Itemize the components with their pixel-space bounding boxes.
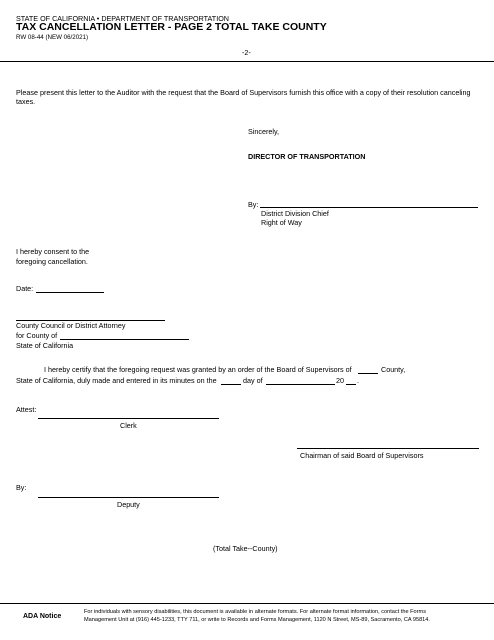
minutes-day-line[interactable] [221, 384, 241, 385]
intro-text-line1: Please present this letter to the Auditor with the request that the Board of Supervisors furnish this office with a copy of their resolution canceling [16, 88, 471, 97]
for-county-label: for County of [16, 331, 58, 340]
date-label: Date: [16, 284, 34, 293]
district-chief-label: District Division Chief [261, 209, 329, 218]
agency-name: STATE OF CALIFORNIA • DEPARTMENT OF TRANSPORTATION [16, 14, 229, 23]
footer-divider [0, 603, 494, 604]
page-number: -2- [242, 48, 251, 57]
consent-text-line1: I hereby consent to the [16, 247, 90, 256]
county-name-line[interactable] [60, 339, 189, 340]
consent-text-line2: foregoing cancellation. [16, 257, 88, 266]
chairman-label: Chairman of said Board of Supervisors [300, 451, 424, 460]
day-of-label: day of [243, 376, 263, 385]
certify-text-line2: State of California, duly made and entered in its minutes on the [16, 376, 217, 385]
period-mark: . [357, 376, 359, 385]
minutes-year-line[interactable] [346, 384, 356, 385]
by-label: By: [248, 200, 259, 209]
certify-text-line1: I hereby certify that the foregoing request was granted by an order of the Board of Supervisors of [44, 365, 352, 374]
date-field-line[interactable] [36, 292, 104, 293]
header-divider [0, 61, 494, 62]
closing-sincerely: Sincerely, [248, 127, 280, 136]
clerk-label: Clerk [120, 421, 137, 430]
right-of-way-label: Right of Way [261, 218, 302, 227]
director-signature-line[interactable] [260, 207, 478, 208]
certify-county-label: County, [381, 365, 406, 374]
form-number: RW 08-44 (NEW 06/2021) [16, 34, 89, 41]
deputy-label: Deputy [117, 500, 140, 509]
ada-text-line2: Management Unit at (916) 445-1233, TTY 711, or write to Records and Forms Management, 1120 N Street, MS-89, Sacramento, CA 95814. [84, 617, 430, 623]
director-title: DIRECTOR OF TRANSPORTATION [248, 152, 366, 161]
intro-text-line2: taxes. [16, 97, 36, 106]
ada-notice-label: ADA Notice [23, 613, 62, 620]
deputy-signature-line[interactable] [38, 497, 219, 498]
clerk-signature-line[interactable] [38, 418, 219, 419]
board-county-line[interactable] [358, 373, 378, 374]
ada-text-line1: For individuals with sensory disabilities, this document is available in alternate formats. For alternate format information, contact the Forms [84, 609, 426, 615]
chairman-signature-line[interactable] [297, 448, 479, 449]
state-label: State of California [16, 341, 74, 350]
minutes-month-line[interactable] [266, 384, 335, 385]
by-deputy-label: By: [16, 483, 27, 492]
attest-label: Attest: [16, 405, 37, 414]
council-label: County Council or District Attorney [16, 321, 126, 330]
form-title: TAX CANCELLATION LETTER - PAGE 2 TOTAL TAKE COUNTY [16, 21, 327, 33]
year-prefix-label: 20 [336, 376, 344, 385]
total-take-label: (Total Take--County) [213, 544, 278, 553]
